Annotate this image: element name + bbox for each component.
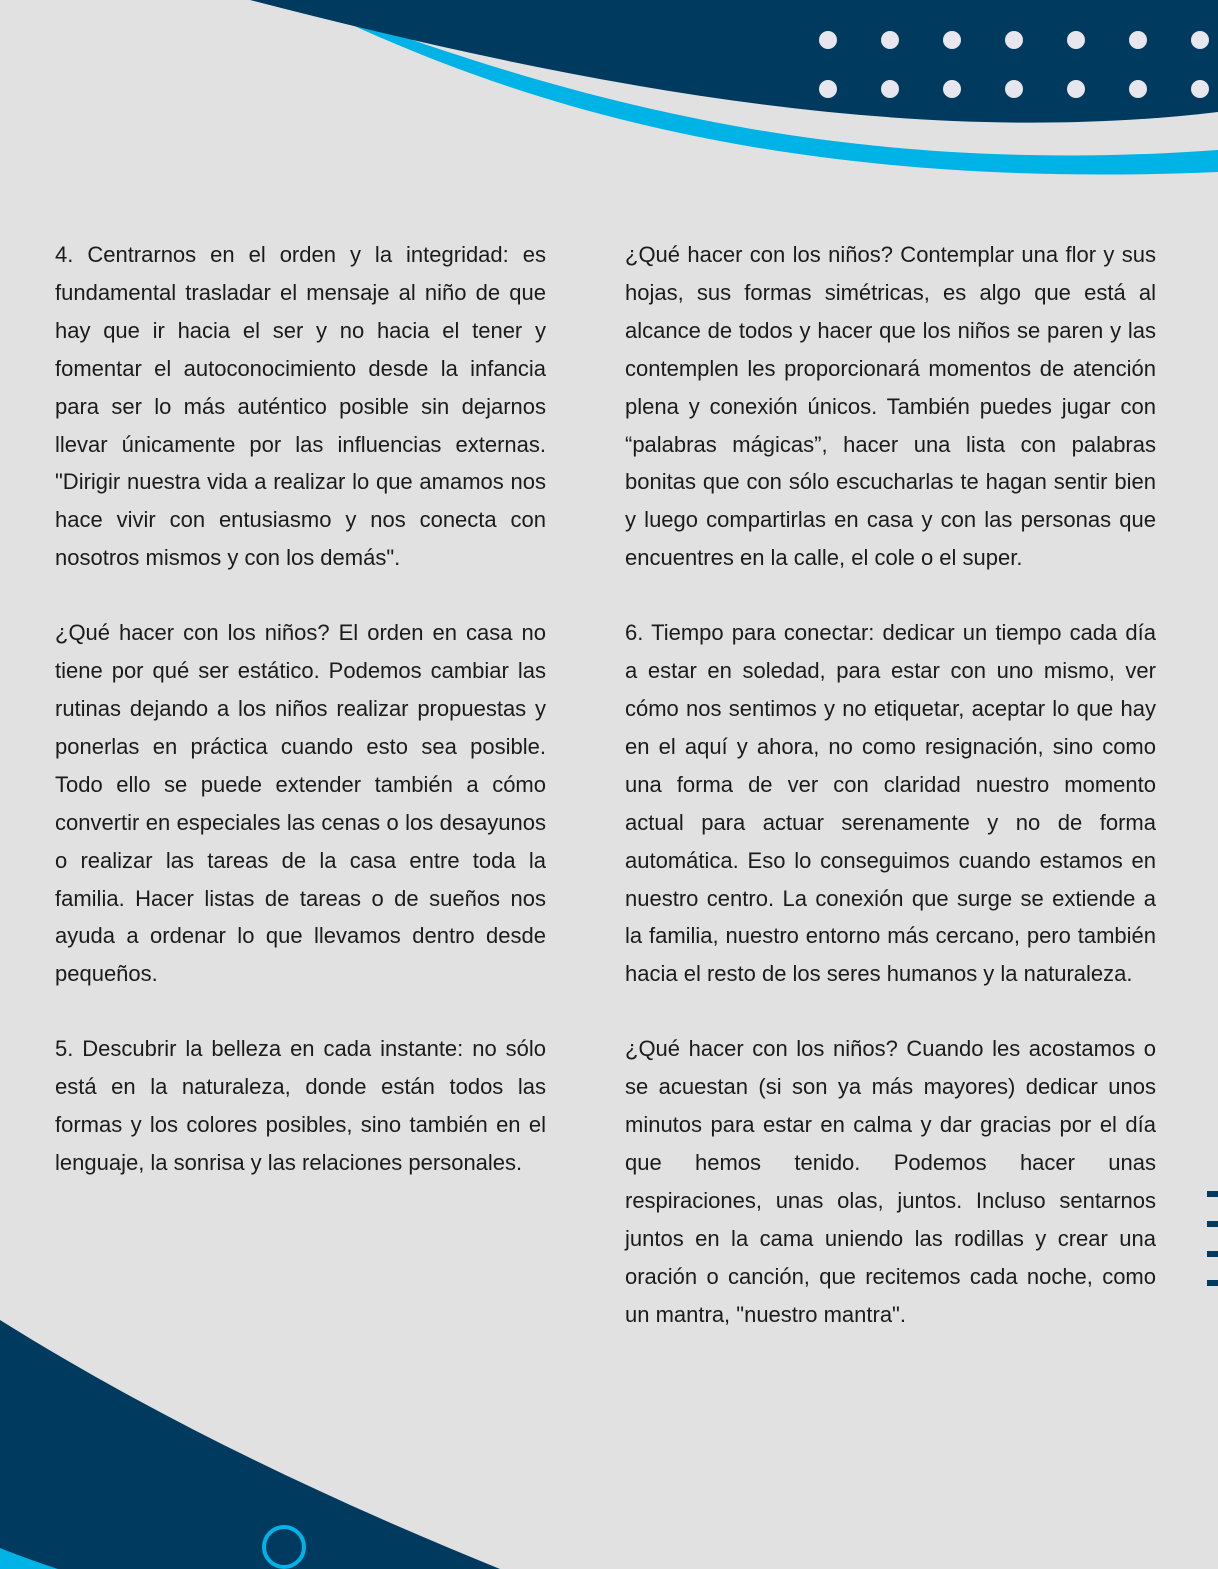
right-column [625, 236, 1156, 1370]
paragraph-belleza-ninos: ¿Qué hacer con los niños? Contemplar una flor y sus hojas, sus formas simétricas, es algo que está al alcance de todos y hacer que los niños se paren y las contemplen les proporcionará momentos de atención plena y conexión únicos. También puedes jugar con “palabras mágicas”, hacer una lista con palabras bonitas que con sólo escucharlas te hagan sentir bien y luego compartirlas en casa y con las personas que encuentres en la calle, el cole o el super. [625, 242, 1156, 571]
paragraph-conectar: 6. Tiempo para conectar: dedicar un tiempo cada día a estar en soledad, para estar con uno mismo, ver cómo nos sentimos y no etiquetar, aceptar lo que hay en el aquí y ahora, no como resignación, sino como una forma de ver con claridad nuestro momento actual para actuar serenamente y no de forma automática. Eso lo conseguimos cuando estamos en nuestro centro. La conexión que surge se extiende a la familia, nuestro entorno más cercano, pero también hacia el resto de los seres humanos y la naturaleza. [625, 620, 1156, 987]
paragraph-conectar-ninos: ¿Qué hacer con los niños? Cuando les acostamos o se acuestan (si son ya más mayores) dedicar unos minutos para estar en calma y dar gracias por el día que hemos tenido. Podemos hacer unas respiraciones, unas olas, juntos. Incluso sentarnos juntos en la cama uniendo las rodillas y crear una oración o canción, que recitemos cada noche, como un mantra, "nuestro mantra". [625, 1036, 1156, 1327]
bottom-wave-shape [0, 1320, 500, 1569]
paragraph-orden: 4. Centrarnos en el orden y la integridad: es fundamental trasladar el mensaje al niño de que hay que ir hacia el ser y no hacia el tener y fomentar el autoconocimiento desde la infancia para ser lo más auténtico posible sin dejarnos llevar únicamente por las influencias externas. "Dirigir nuestra vida a realizar lo que amamos nos hace vivir con entusiasmo y nos conecta con nosotros mismos y con los demás". [55, 242, 546, 571]
edge-dash-icon [1207, 1191, 1218, 1286]
paragraph-belleza: 5. Descubrir la belleza en cada instante: no sólo está en la naturaleza, donde están todos las formas y los colores posibles, sino también en el lenguaje, la sonrisa y las relaciones personales. [55, 1036, 546, 1175]
paragraph-orden-ninos: ¿Qué hacer con los niños? El orden en casa no tiene por qué ser estático. Podemos cambiar las rutinas dejando a los niños realizar propuestas y ponerlas en práctica cuando esto sea posible. Todo ello se puede extender también a cómo convertir en especiales las cenas o los desayunos o realizar las tareas de la casa entre toda la familia. Hacer listas de tareas o de sueños nos ayuda a ordenar lo que llevamos dentro desde pequeños. [55, 620, 546, 987]
left-column [55, 236, 546, 1219]
